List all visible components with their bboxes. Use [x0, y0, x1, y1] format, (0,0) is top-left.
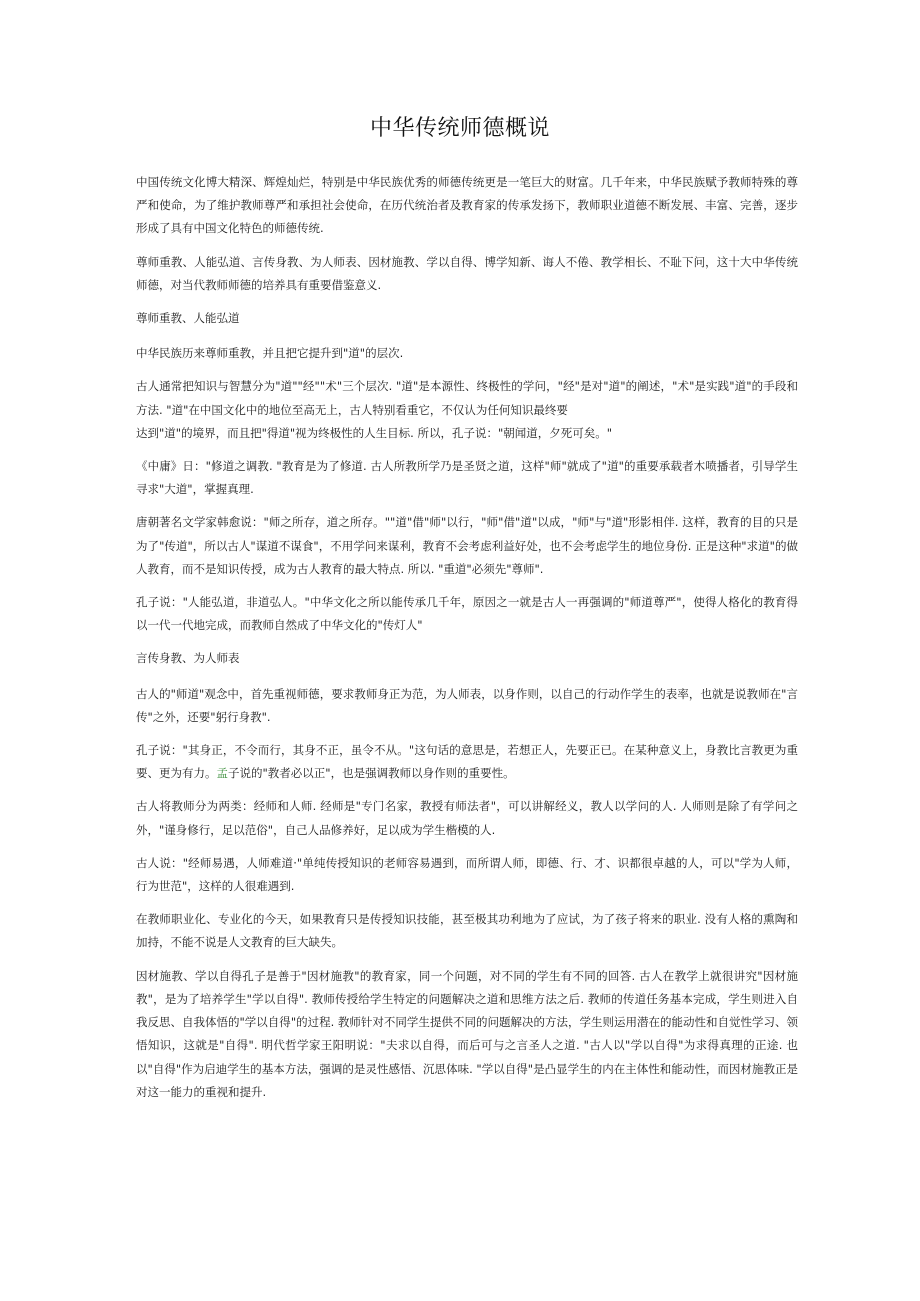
section-heading-example: 言传身教、为人师表 — [136, 651, 240, 666]
paragraph-dao-levels-part1: 古人通常把知识与智慧分为"道""经""术"三个层次. "道"是本源性、终极性的学问，"经"是对"道"的阐述，"术"是实践"道"的手段和方法. "道"在中国文化中的地位至高无上，古人特别看重它，不仅认为任何知识最终要 — [136, 379, 798, 417]
paragraph-renshi: 古人说："经师易遇，人师难道·"单纯传授知识的老师容易遇到，而所谓人师，即德、行、才、识都很卓越的人，可以"学为人师，行为世范"，这样的人很难遇到. — [136, 855, 798, 894]
paragraph-ten-virtues: 尊师重教、人能弘道、言传身教、为人师表、因材施教、学以自得、博学知新、诲人不倦、教学相长、不耻下问，这十大中华传统师德，对当代教师师德的培养具有重要借鉴意义. — [136, 254, 798, 292]
mencius-char: 孟 — [216, 766, 228, 781]
document-body — [136, 171, 798, 1114]
section-heading-respect: 尊师重教、人能弘道 — [136, 311, 240, 326]
paragraph-confucius-dao: 孔子说："人能弘道，非道弘人。"中华文化之所以能传承几千年，原因之一就是古人一再强调的"师道尊严"，使得人格化的教育得以一代一代地完成，而教师自然成了中华文化的"传灯人" — [136, 595, 798, 633]
paragraph-two-teachers: 古人将教师分为两类：经师和人师. 经师是"专门名家，教授有师法者"，可以讲解经义，教人以学问的人. 人师则是除了有学问之外，"谨身修行，足以范俗"，自己人品修养好，足以成为学生楷模的人. — [136, 799, 798, 837]
paragraph-shen-zheng-tail: 子说的"教者必以正"，也是强调教师以身作则的重要性。 — [228, 766, 515, 781]
paragraph-dao-levels — [136, 375, 798, 445]
paragraph-dao-levels-part2: 达到"道"的境界，而且把"得道"视为终极性的人生目标. 所以，孔子说："朝闻道，夕死可矣。" — [136, 425, 613, 440]
paragraph-zhongyong: 《中庸》日："修道之调教. "教育是为了修道. 古人所教所学乃是圣贤之道，这样"师"就成了"道"的重要承载者木喷播者，引导学生寻求"大道"，掌握真理. — [136, 459, 798, 497]
paragraph-hanyu: 唐朝著名文学家韩愈说："师之所存，道之所存。""道"借"师"以行，"师"借"道"以成，"师"与"道"形影相伴. 这样，教育的目的只是为了"传道"，所以古人"谋道不谋食"，不用学问来谋利，教育不会考虑利益好处，也不会考虑学生的地位身份. 正是这种"求道"的做人教育，而不是知识传授，成为古人教育的最大特点. 所以. "重道"必须先"尊师". — [136, 515, 798, 576]
paragraph-respect-tradition: 中华民族历来尊师重教，并且把它提升到"道"的层次. — [136, 346, 404, 361]
paragraph-yincai: 因材施教、学以自得孔子是善于"因材施教"的教育家，同一个问题，对不同的学生有不同的回答. 古人在教学上就很讲究"因材施教"，是为了培养学生"学以自得". 教师传授给学生特定的问题解决之道和思维方法之后. 教师的传道任务基本完成，学生则进入自我反思、自我体悟的"学以自得"的过程. 教师针对不同学生提供不同的问题解决的方法，学生则运用潜在的能动性和自觉性学习、领悟知识，这就是"自得". 明代哲学家王阳明说："夫求以自得，而后可与之言圣人之道. "古人以"学以自得"为求得真理的正途. 也以"自得"作为启迪学生的基本方法，强调的是灵性感悟、沉思体味. "学以自得"是凸显学生的内在主体性和能动性，而因材施教正是对这一能力的重视和提升. — [136, 968, 798, 1099]
paragraph-modern: 在教师职业化、专业化的今天，如果教育只是传授知识技能，甚至极其功利地为了应试，为了孩子将来的职业. 没有人格的熏陶和加持，不能不说是人文教育的巨大缺失。 — [136, 912, 798, 950]
document-title: 中华传统师德概说 — [369, 116, 550, 141]
paragraph-shen-zheng — [136, 739, 798, 785]
paragraph-intro: 中国传统文化博大精深、辉煌灿烂，特别是中华民族优秀的师德传统更是一笔巨大的财富。几千年来，中华民族赋予教师特殊的尊严和使命，为了维护教师尊严和承担社会使命，在历代统治者及教育家的传承发扬下，教师职业道德不断发展、丰富、完善，逐步形成了具有中国文化特色的师德传统. — [136, 175, 798, 236]
paragraph-shidao: 古人的"师道"观念中，首先重视师德，要求教师身正为范，为人师表，以身作则，以自己的行动作学生的表率，也就是说教师在"言传"之外，还要"躬行身教". — [136, 686, 798, 724]
paragraph-shen-zheng-main: 孔子说："其身正，不令而行，其身不正，虽令不从。"这句话的意思是，若想正人，先要正已。在某种意义上，身教比言教更为重要、更为有力。 — [136, 743, 798, 781]
